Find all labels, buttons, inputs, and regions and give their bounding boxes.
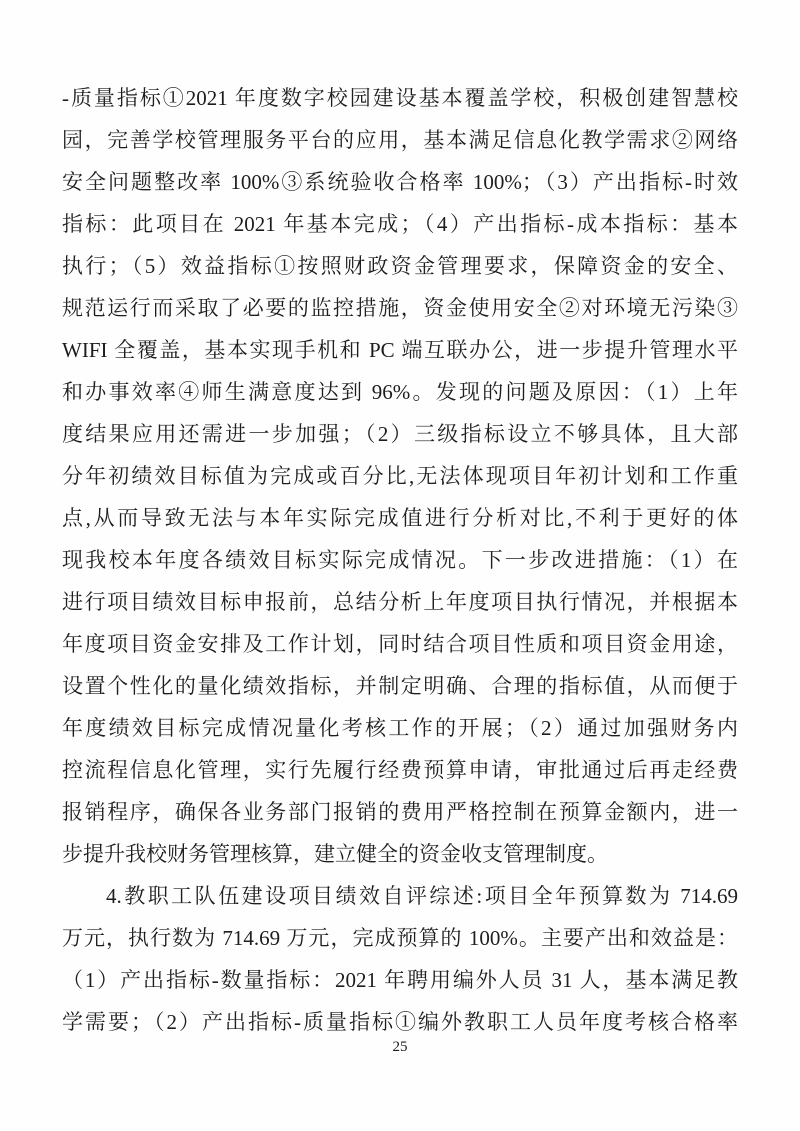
text-line: 控流程信息化管理，实行先履行经费预算申请，审批通过后再走经费	[62, 758, 738, 782]
text-line: 安全问题整改率 100%③系统验收合格率 100%；（3）产出指标-时效	[62, 170, 738, 194]
text-line: -质量指标①2021 年度数字校园建设基本覆盖学校，积极创建智慧校	[62, 86, 738, 110]
text-line: 执行；（5）效益指标①按照财政资金管理要求，保障资金的安全、	[62, 254, 738, 278]
text-line: 4.教职工队伍建设项目绩效自评综述:项目全年预算数为 714.69	[106, 884, 738, 908]
text-line: 步提升我校财务管理核算，建立健全的资金收支管理制度。	[62, 842, 608, 866]
text-line: 现我校本年度各绩效目标实际完成情况。下一步改进措施：（1）在	[62, 548, 738, 572]
text-line: 和办事效率④师生满意度达到 96%。发现的问题及原因：（1）上年	[62, 380, 738, 404]
text-line: 学需要；（2）产出指标-质量指标①编外教职工人员年度考核合格率	[62, 1010, 738, 1034]
text-line: 万元，执行数为 714.69 万元，完成预算的 100%。主要产出和效益是：	[62, 926, 738, 950]
text-line: （1）产出指标-数量指标：2021 年聘用编外人员 31 人，基本满足教	[62, 968, 738, 992]
text-line: 年度项目资金安排及工作计划，同时结合项目性质和项目资金用途，	[62, 632, 738, 656]
page-number: 25	[392, 1039, 408, 1055]
text-line: 分年初绩效目标值为完成或百分比,无法体现项目年初计划和工作重	[62, 464, 738, 488]
text-line: 点,从而导致无法与本年实际完成值进行分析对比,不利于更好的体	[62, 506, 738, 530]
text-line: 度结果应用还需进一步加强；（2）三级指标设立不够具体，且大部	[62, 422, 738, 446]
text-line: 进行项目绩效目标申报前，总结分析上年度项目执行情况，并根据本	[62, 590, 738, 614]
text-line: 报销程序，确保各业务部门报销的费用严格控制在预算金额内，进一	[62, 800, 738, 824]
text-line: 规范运行而采取了必要的监控措施，资金使用安全②对环境无污染③	[62, 296, 738, 320]
text-line: 年度绩效目标完成情况量化考核工作的开展；（2）通过加强财务内	[62, 716, 738, 740]
document-body	[62, 77, 738, 1043]
text-line: WIFI 全覆盖，基本实现手机和 PC 端互联办公，进一步提升管理水平	[62, 338, 738, 362]
text-line: 指标：此项目在 2021 年基本完成；（4）产出指标-成本指标：基本	[62, 212, 738, 236]
text-line: 设置个性化的量化绩效指标，并制定明确、合理的指标值，从而便于	[62, 674, 738, 698]
text-line: 园，完善学校管理服务平台的应用，基本满足信息化教学需求②网络	[62, 128, 738, 152]
